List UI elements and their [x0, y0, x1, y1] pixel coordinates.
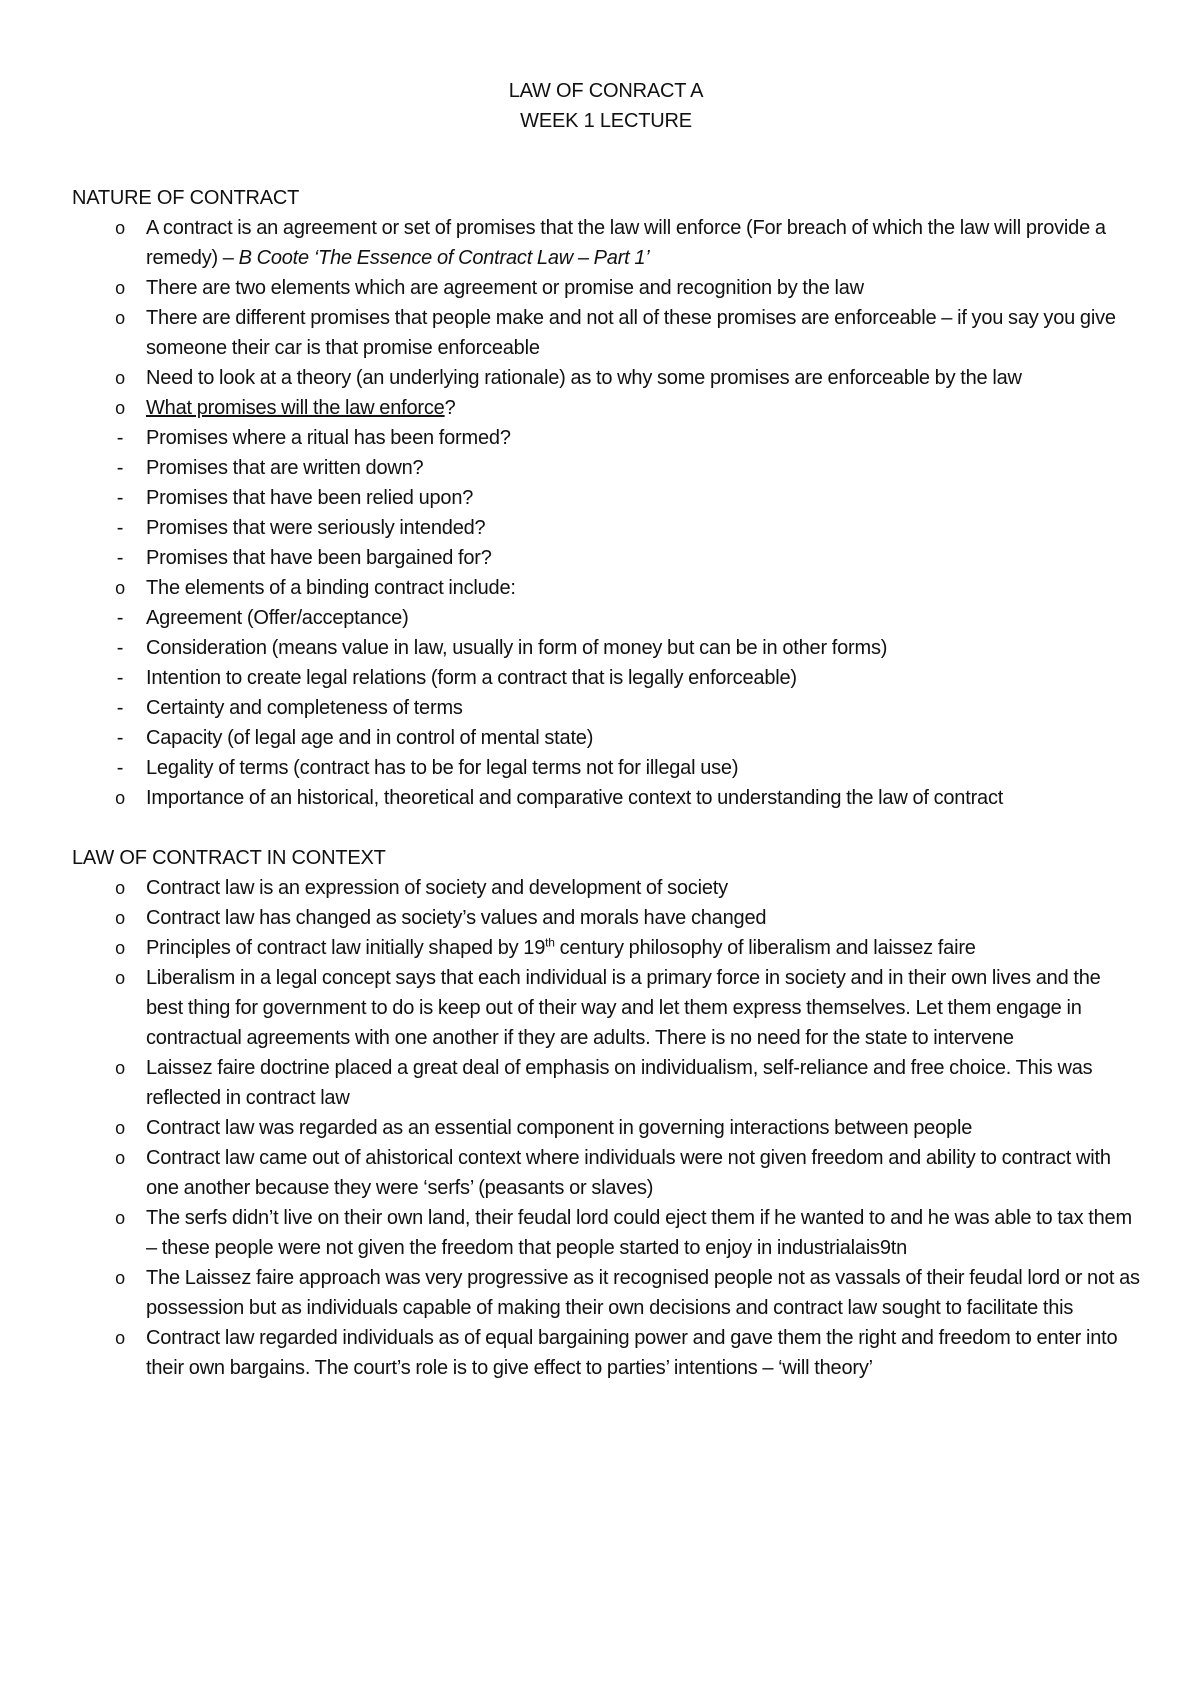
item-text: Promises that are written down? [146, 457, 424, 479]
item-text: Need to look at a theory (an underlying rationale) as to why some promises are enforceable by the law [146, 367, 1022, 389]
item-text: century philosophy of liberalism and laissez faire [554, 937, 976, 959]
circle-bullet-icon: o [115, 938, 125, 958]
item-text: Legality of terms (contract has to be for legal terms not for illegal use) [146, 757, 739, 779]
list-item [72, 633, 1140, 663]
item-text: Consideration (means value in law, usually in form of money but can be in other forms) [146, 637, 888, 659]
item-text: Importance of an historical, theoretical and comparative context to understanding the law of contract [146, 787, 1004, 809]
item-text: The elements of a binding contract include: [146, 577, 516, 599]
item-text: There are different promises that people make and not all of these promises are enforceable – if you say you give someone their car is that promise enforceable [146, 307, 1116, 359]
dash-bullet-icon: - [116, 427, 124, 449]
circle-bullet-icon: o [115, 398, 125, 418]
circle-bullet-icon: o [115, 1148, 125, 1168]
circle-bullet-icon: o [115, 788, 125, 808]
section-heading: LAW OF CONTRACT IN CONTEXT [72, 847, 386, 869]
circle-bullet-icon: o [115, 1208, 125, 1228]
list-item [72, 903, 1140, 933]
item-text: Promises that were seriously intended? [146, 517, 486, 539]
list-item [72, 303, 1140, 363]
title-line-1: LAW OF CONRACT A [508, 80, 704, 102]
dash-bullet-icon: - [116, 487, 124, 509]
list-item [72, 783, 1140, 813]
item-text: Contract law regarded individuals as of equal bargaining power and gave them the right and freedom to enter into their own bargains. The court’s role is to give effect to parties’ intentions – ‘will theory’ [146, 1327, 1118, 1379]
list-item [72, 1113, 1140, 1143]
circle-bullet-icon: o [115, 1328, 125, 1348]
item-text: Intention to create legal relations (form a contract that is legally enforceable) [146, 667, 797, 689]
title-line-2: WEEK 1 LECTURE [520, 110, 692, 132]
section-nature-of-contract [72, 183, 1140, 813]
item-superscript: th [545, 935, 555, 950]
item-underlined-text: What promises will the law enforce [146, 397, 445, 419]
list-item [72, 963, 1140, 1053]
circle-bullet-icon: o [115, 908, 125, 928]
item-text: The Laissez faire approach was very progressive as it recognised people not as vassals of their feudal lord or not as possession but as individuals capable of making their own decisions and contract law sought to facilitate this [146, 1267, 1140, 1319]
item-text: Agreement (Offer/acceptance) [146, 607, 409, 629]
item-text: ? [444, 397, 456, 419]
list-item [72, 933, 1140, 963]
dash-bullet-icon: - [116, 727, 124, 749]
list-item [72, 273, 1140, 303]
item-citation: B Coote ‘The Essence of Contract Law – Part 1’ [238, 247, 650, 269]
circle-bullet-icon: o [115, 968, 125, 988]
item-text: There are two elements which are agreement or promise and recognition by the law [146, 277, 864, 299]
list-item [72, 423, 1140, 453]
list-item [72, 393, 1140, 423]
circle-bullet-icon: o [115, 368, 125, 388]
item-text: Promises where a ritual has been formed? [146, 427, 511, 449]
list-item [72, 723, 1140, 753]
item-text: Contract law came out of ahistorical context where individuals were not given freedom and ability to contract with one another because they were ‘serfs’ (peasants or slaves) [146, 1147, 1111, 1199]
item-text: The serfs didn’t live on their own land, their feudal lord could eject them if he wanted to and he was able to tax them – these people were not given the freedom that people started to enjoy in industrialais9tn [146, 1207, 1132, 1259]
section-law-of-contract-in-context [72, 843, 1140, 1383]
list-item [72, 543, 1140, 573]
circle-bullet-icon: o [115, 1118, 125, 1138]
circle-bullet-icon: o [115, 218, 125, 238]
dash-bullet-icon: - [116, 667, 124, 689]
dash-bullet-icon: - [116, 457, 124, 479]
item-text: Liberalism in a legal concept says that each individual is a primary force in society and in their own lives and the best thing for government to do is keep out of their way and let them express themselves. Let them engage in contractual agreements with one another if they are adults. There is no need for the state to intervene [146, 967, 1101, 1049]
list-item [72, 573, 1140, 603]
circle-bullet-icon: o [115, 278, 125, 298]
circle-bullet-icon: o [115, 1268, 125, 1288]
list-item [72, 213, 1140, 273]
list-item [72, 753, 1140, 783]
circle-bullet-icon: o [115, 878, 125, 898]
document-title [72, 76, 1140, 136]
item-text: Principles of contract law initially shaped by 19 [146, 937, 546, 959]
list-item [72, 663, 1140, 693]
item-text: Certainty and completeness of terms [146, 697, 463, 719]
circle-bullet-icon: o [115, 1058, 125, 1078]
bullet-list [72, 873, 1140, 1383]
list-item [72, 873, 1140, 903]
item-text: Laissez faire doctrine placed a great deal of emphasis on individualism, self-reliance and free choice. This was reflected in contract law [146, 1057, 1093, 1109]
section-heading: NATURE OF CONTRACT [72, 187, 300, 209]
list-item [72, 603, 1140, 633]
item-text: Contract law is an expression of society and development of society [146, 877, 728, 899]
list-item [72, 363, 1140, 393]
item-text: Capacity (of legal age and in control of mental state) [146, 727, 594, 749]
item-text: Contract law was regarded as an essential component in governing interactions between people [146, 1117, 973, 1139]
item-text: A contract is an agreement or set of promises that the law will enforce (For breach of which the law will provide a remedy) – [146, 217, 1106, 269]
list-item [72, 453, 1140, 483]
dash-bullet-icon: - [116, 757, 124, 779]
list-item [72, 483, 1140, 513]
dash-bullet-icon: - [116, 547, 124, 569]
dash-bullet-icon: - [116, 517, 124, 539]
list-item [72, 1323, 1140, 1383]
item-text: Contract law has changed as society’s values and morals have changed [146, 907, 767, 929]
list-item [72, 693, 1140, 723]
list-item [72, 1053, 1140, 1113]
dash-bullet-icon: - [116, 697, 124, 719]
circle-bullet-icon: o [115, 308, 125, 328]
bullet-list [72, 213, 1140, 813]
list-item [72, 1203, 1140, 1263]
list-item [72, 1263, 1140, 1323]
dash-bullet-icon: - [116, 637, 124, 659]
dash-bullet-icon: - [116, 607, 124, 629]
list-item [72, 1143, 1140, 1203]
item-text: Promises that have been relied upon? [146, 487, 474, 509]
item-text: Promises that have been bargained for? [146, 547, 492, 569]
circle-bullet-icon: o [115, 578, 125, 598]
list-item [72, 513, 1140, 543]
